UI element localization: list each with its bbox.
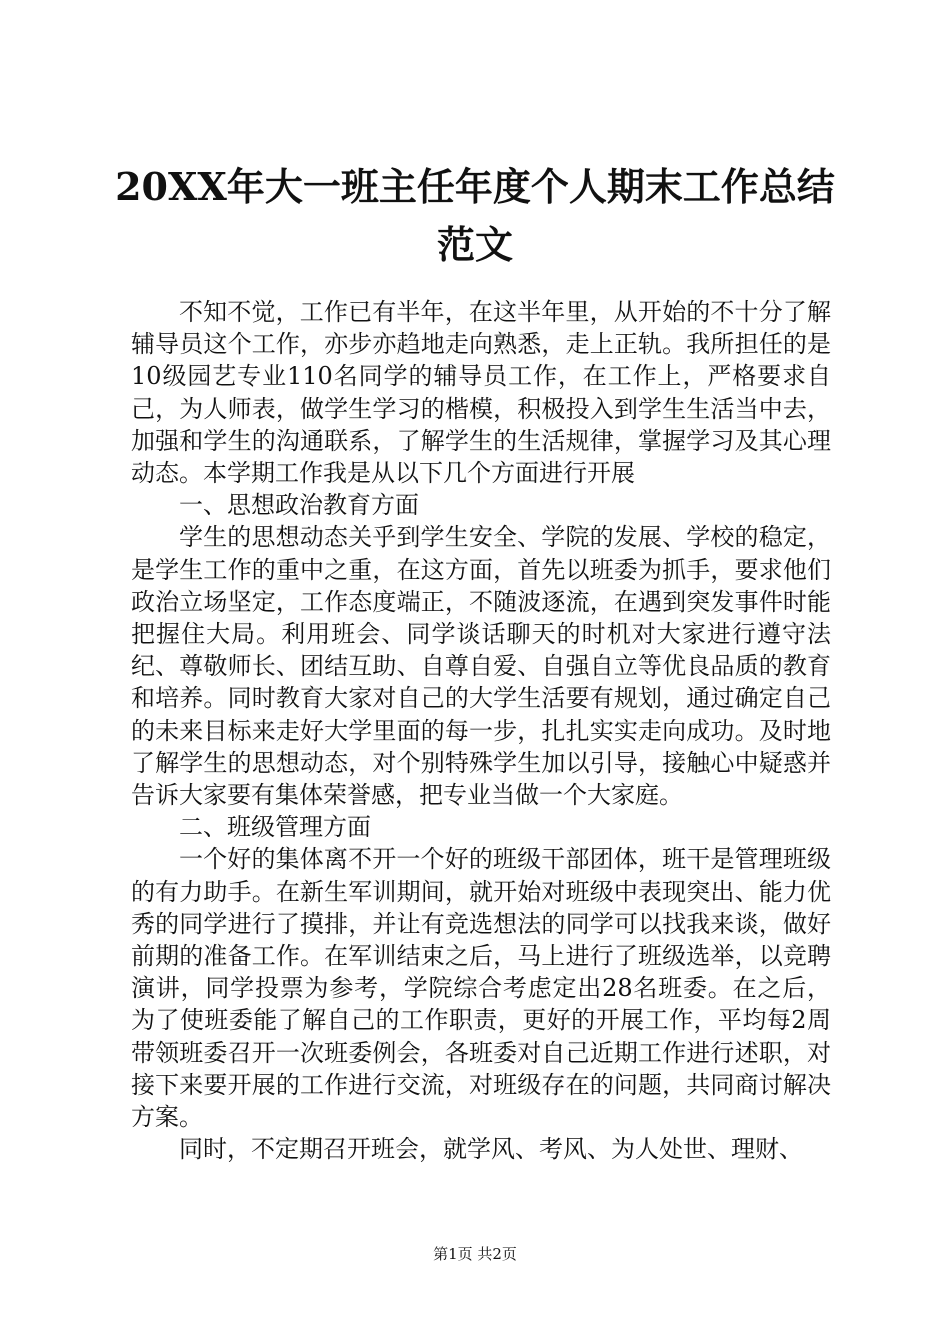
paragraph-intro: 不知不觉，工作已有半年，在这半年里，从开始的不十分了解辅导员这个工作，亦步亦趋地走向熟悉，走上正轨。我所担任的是10级园艺专业110名同学的辅导员工作，在工作上，严格要求自己，为人师表，做学生学习的楷模，积极投入到学生生活当中去，加强和学生的沟通联系，了解学生的生活规律，掌握学习及其心理动态。本学期工作我是从以下几个方面进行开展 — [131, 298, 831, 488]
document-title: 20XX年大一班主任年度个人期末工作总结范文 — [115, 164, 835, 267]
page-footer: 第1页 共2页 — [433, 1245, 517, 1263]
section-heading-2: 二、班级管理方面 — [179, 813, 371, 842]
document-body — [131, 296, 831, 1165]
paragraph-class-management: 一个好的集体离不开一个好的班级干部团体，班干是管理班级的有力助手。在新生军训期间，就开始对班级中表现突出、能力优秀的同学进行了摸排，并让有竞选想法的同学可以找我来谈，做好前期的准备工作。在军训结束之后，马上进行了班级选举，以竞聘演讲，同学投票为参考，学院综合考虑定出28名班委。在之后，为了使班委能了解自己的工作职责，更好的开展工作，平均每2周带领班委召开一次班委例会，各班委对自己近期工作进行述职，对接下来要开展的工作进行交流，对班级存在的问题，共同商讨解决方案。 — [131, 845, 831, 1132]
paragraph-class-meetings: 同时，不定期召开班会，就学风、考风、为人处世、理财、 — [179, 1135, 803, 1164]
paragraph-ideology: 学生的思想动态关乎到学生安全、学院的发展、学校的稳定，是学生工作的重中之重，在这方面，首先以班委为抓手，要求他们政治立场坚定，工作态度端正，不随波逐流，在遇到突发事件时能把握住大局。利用班会、同学谈话聊天的时机对大家进行遵守法纪、尊敬师长、团结互助、自尊自爱、自强自立等优良品质的教育和培养。同时教育大家对自己的大学生活要有规划，通过确定自己的未来目标来走好大学里面的每一步，扎扎实实走向成功。及时地了解学生的思想动态，对个别特殊学生加以引导，接触心中疑惑并告诉大家要有集体荣誉感，把专业当做一个大家庭。 — [131, 523, 831, 810]
section-heading-1: 一、思想政治教育方面 — [179, 491, 419, 520]
